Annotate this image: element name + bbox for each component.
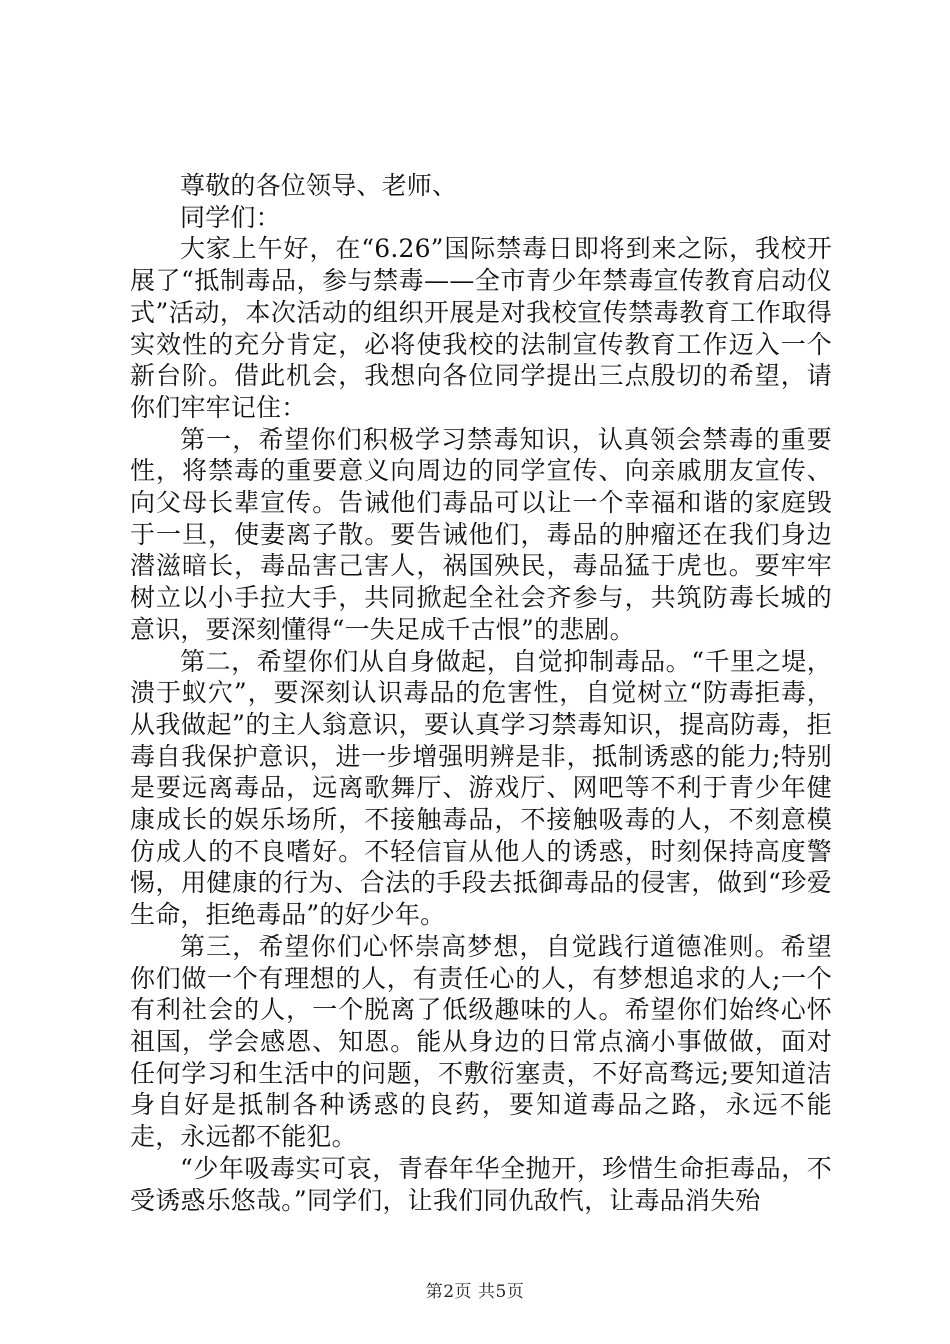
greeting-line: 同学们： [180,202,281,232]
closing-paragraph: “少年吸毒实可哀，青春年华全抛开，珍惜生命拒毒品，不受诱惑乐悠哉。”同学们，让我们同仇敌忾，让毒品消失殆 [130,1153,832,1215]
document-body [130,170,832,1216]
point-one-paragraph: 第一，希望你们积极学习禁毒知识，认真领会禁毒的重要性，将禁毒的重要意义向周边的同学宣传、向亲戚朋友宣传、向父母长辈宣传。告诫他们毒品可以让一个幸福和谐的家庭毁于一旦，使妻离子散。要告诫他们，毒品的肿瘤还在我们身边潜滋暗长，毒品害己害人，祸国殃民，毒品猛于虎也。要牢牢树立以小手拉大手，共同掀起全社会齐参与，共筑防毒长城的意识，要深刻懂得“一失足成千古恨”的悲剧。 [130,424,832,644]
point-two-paragraph: 第二，希望你们从自身做起，自觉抑制毒品。“千里之堤，溃于蚁穴”，要深刻认识毒品的危害性，自觉树立“防毒拒毒，从我做起”的主人翁意识，要认真学习禁毒知识，提高防毒，拒毒自我保护意识，进一步增强明辨是非，抵制诱惑的能力;特别是要远离毒品，远离歌舞厅、游戏厅、网吧等不利于青少年健康成长的娱乐场所，不接触毒品，不接触吸毒的人，不刻意模仿成人的不良嗜好。不轻信盲从他人的诱惑，时刻保持高度警惕，用健康的行为、合法的手段去抵御毒品的侵害，做到“珍爱生命，拒绝毒品”的好少年。 [130,646,832,930]
point-three-paragraph: 第三，希望你们心怀崇高梦想，自觉践行道德准则。希望你们做一个有理想的人，有责任心的人，有梦想追求的人;一个有利社会的人，一个脱离了低级趣味的人。希望你们始终心怀祖国，学会感恩、知恩。能从身边的日常点滴小事做做，面对任何学习和生活中的问题，不敷衍塞责，不好高骛远;要知道洁身自好是抵制各种诱惑的良药，要知道毒品之路，永远不能走，永远都不能犯。 [130,931,832,1152]
greeting-line: 尊敬的各位领导、老师、 [180,171,458,200]
page-number-footer: 第2页 共5页 [425,1282,525,1302]
intro-paragraph: 大家上午好，在“6.26”国际禁毒日即将到来之际，我校开展了“抵制毒品，参与禁毒——全市青少年禁毒宣传教育启动仪式”活动，本次活动的组织开展是对我校宣传禁毒教育工作取得实效性的充分肯定，必将使我校的法制宣传教育工作迈入一个新台阶。借此机会，我想向各位同学提出三点殷切的希望，请你们牢牢记住： [130,234,832,422]
